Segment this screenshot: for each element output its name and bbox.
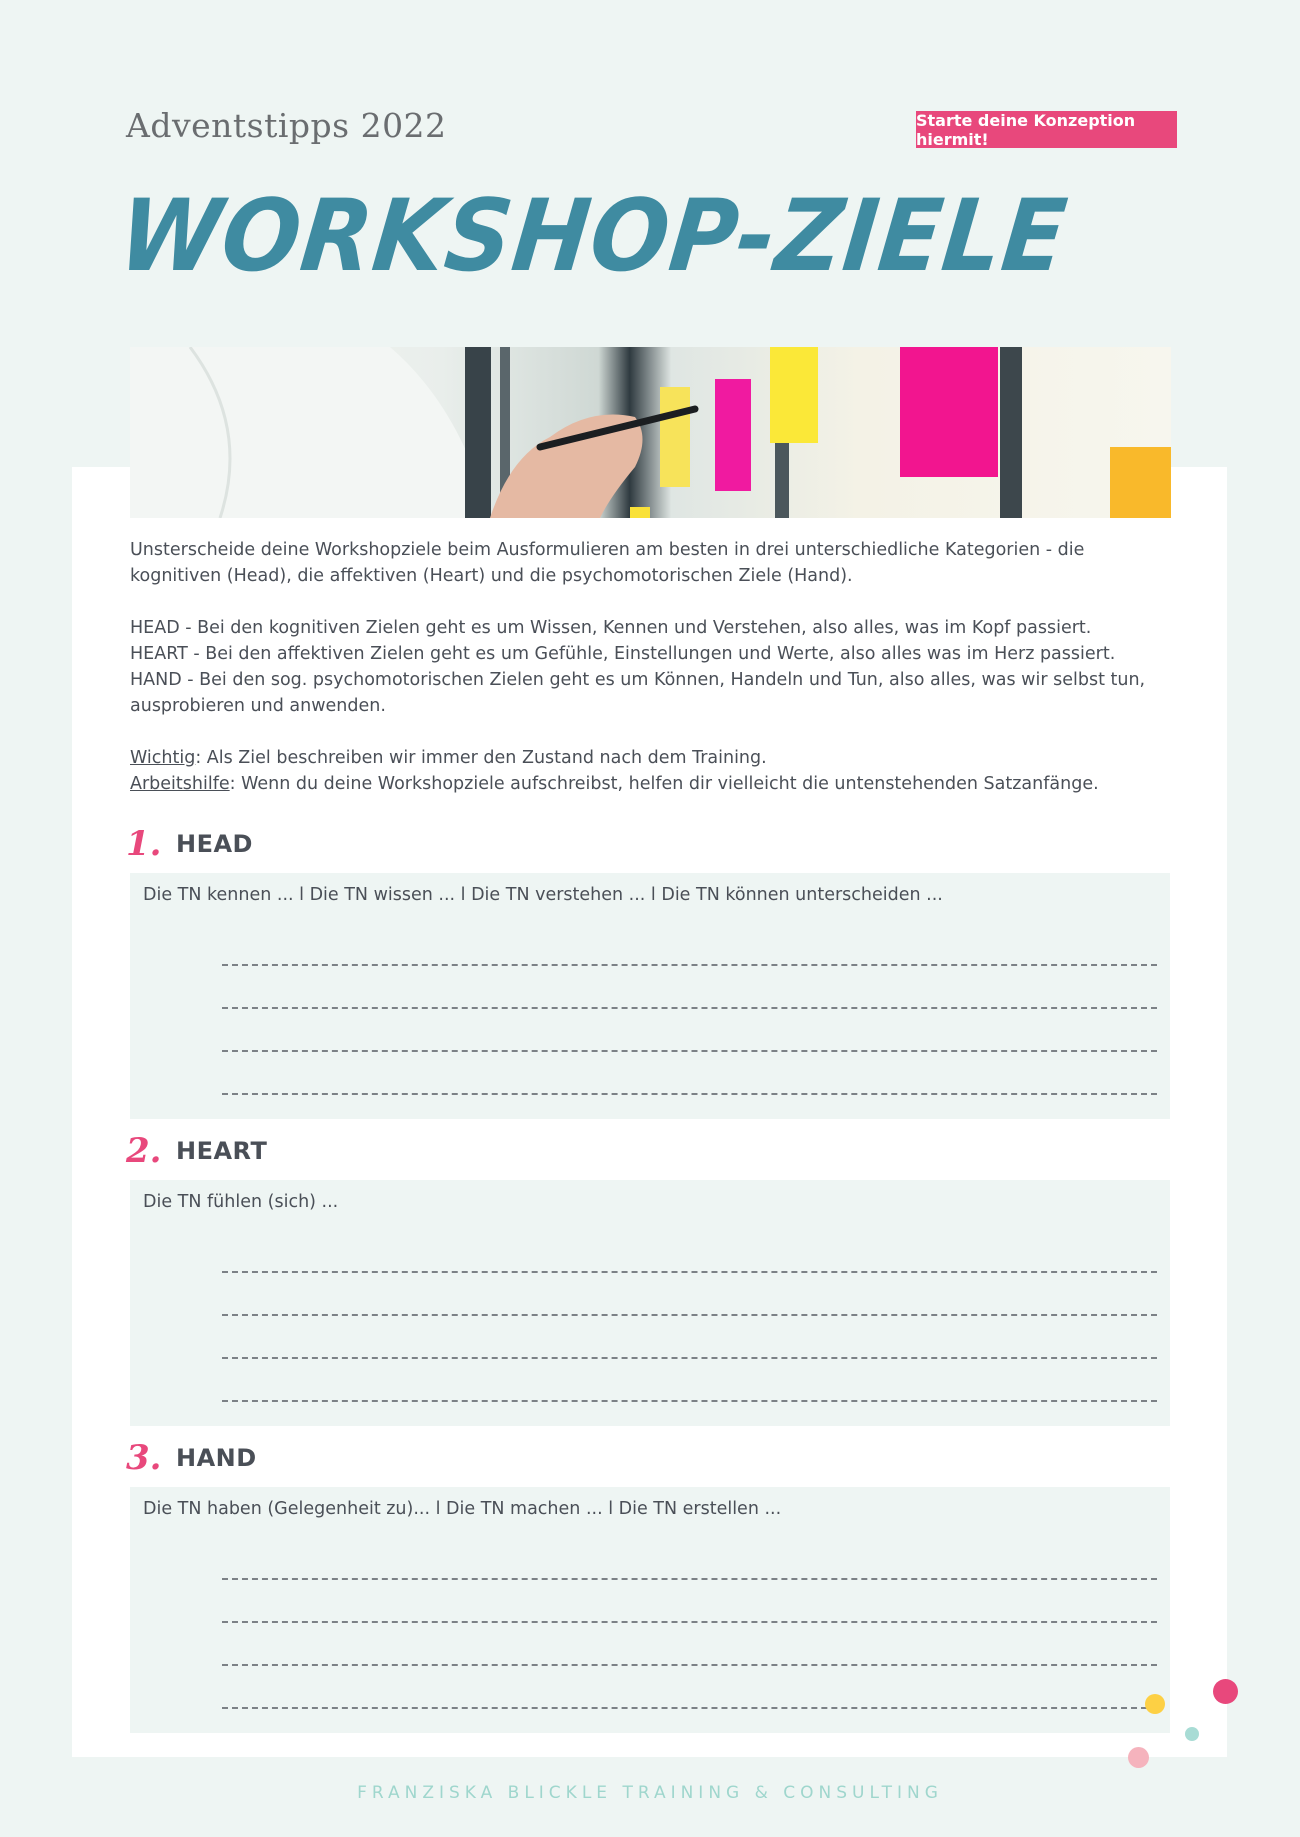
section-number: 1. [126,824,162,864]
hand-writing-box [130,1487,1170,1733]
decorative-dot-pink [1213,1679,1238,1704]
decorative-dot-light-pink [1128,1747,1149,1768]
section-title: HEART [176,1137,268,1165]
writing-line[interactable] [222,1578,1157,1580]
head-writing-box [130,873,1170,1119]
hand-description: HAND - Bei den sog. psychomotorischen Zielen geht es um Können, Handeln und Tun, also alles, was wir selbst tun, ausprobieren und anwenden. [130,670,1146,716]
writing-line[interactable] [222,964,1157,966]
section-number: 2. [126,1131,162,1171]
writing-line[interactable] [222,1050,1157,1052]
wichtig-label: Wichtig [130,748,196,768]
writing-line[interactable] [222,1357,1157,1359]
head-description: HEAD - Bei den kognitiven Zielen geht es um Wissen, Kennen und Verstehen, also alles, was im Kopf passiert. [130,618,1092,638]
writing-line[interactable] [222,1621,1157,1623]
section-title: HAND [176,1444,257,1472]
writing-line[interactable] [222,1664,1157,1666]
writing-line[interactable] [222,1314,1157,1316]
section-hand-header [126,1438,257,1478]
intro-text [130,537,1175,797]
arbeitshilfe-label: Arbeitshilfe [130,774,230,794]
section-heart-header [126,1131,267,1171]
writing-line[interactable] [222,1007,1157,1009]
heart-writing-box [130,1180,1170,1426]
arbeitshilfe-note [130,771,1175,797]
hero-image [130,347,1171,518]
wichtig-note [130,745,1175,771]
footer-brand: FRANZISKA BLICKLE TRAINING & CONSULTING [357,1783,943,1803]
subtitle: Adventstipps 2022 [126,106,447,145]
heart-prompt: Die TN fühlen (sich) ... [143,1192,339,1212]
head-prompt: Die TN kennen ... l Die TN wissen ... l Die TN verstehen ... l Die TN können unterscheiden ... [143,885,943,905]
arbeitshilfe-text: : Wenn du deine Workshopziele aufschreibst, helfen dir vielleicht die untenstehenden Satzanfänge. [229,774,1099,794]
decorative-dot-mint [1185,1727,1199,1741]
start-konzeption-button[interactable]: Starte deine Konzeption hiermit! [916,111,1177,148]
section-head-header [126,824,253,864]
wichtig-text: : Als Ziel beschreiben wir immer den Zustand nach dem Training. [195,748,767,768]
writing-line[interactable] [222,1093,1157,1095]
writing-line[interactable] [222,1400,1157,1402]
decorative-dot-yellow [1145,1694,1165,1714]
page-title: WORKSHOP-ZIELE [113,178,1073,294]
section-title: HEAD [176,830,253,858]
section-number: 3. [126,1438,162,1478]
heart-description: HEART - Bei den affektiven Zielen geht es um Gefühle, Einstellungen und Werte, also alles was im Herz passiert. [130,644,1116,664]
writing-line[interactable] [222,1271,1157,1273]
hand-prompt: Die TN haben (Gelegenheit zu)... l Die TN machen ... l Die TN erstellen ... [143,1499,782,1519]
writing-line[interactable] [222,1707,1157,1709]
intro-paragraph: Unsterscheide deine Workshopziele beim Ausformulieren am besten in drei unterschiedliche Kategorien - die kognitiven (Head), die affektiven (Heart) und die psychomotorischen Ziele (Hand). [130,540,1085,586]
